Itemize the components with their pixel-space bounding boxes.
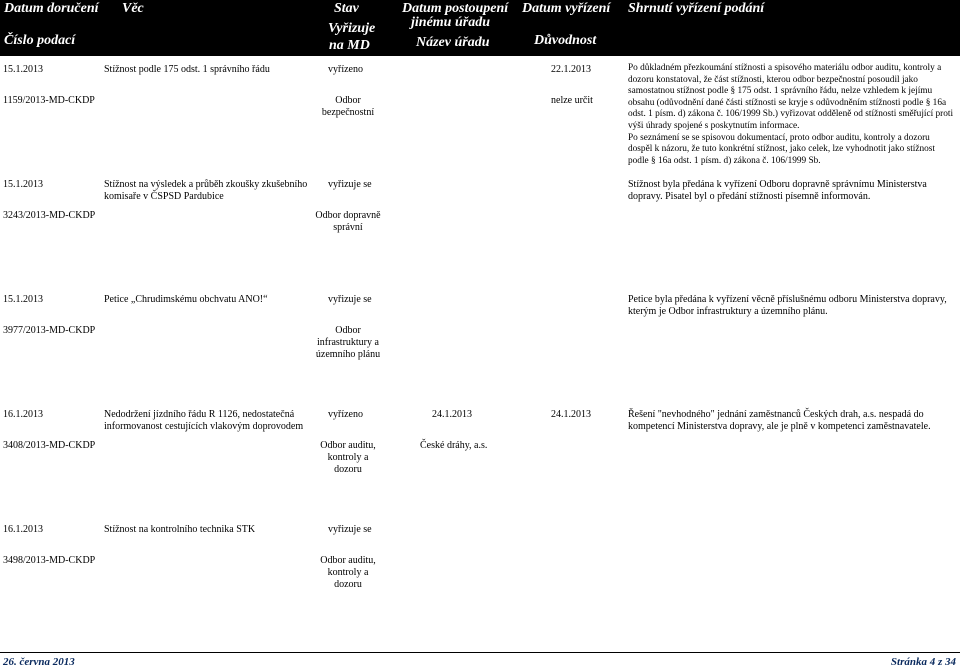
row-cislo: 3243/2013-MD-CKDP	[3, 210, 96, 221]
footer-page-number: Stránka 4 z 34	[890, 656, 956, 668]
row-nazev-uradu: České dráhy, a.s.	[420, 440, 488, 451]
row-vec: Nedodržení jízdního řádu R 1126, nedostatečná informovanost cestujících vlakovým doprovodem	[104, 409, 304, 433]
row-datum: 16.1.2013	[3, 409, 43, 420]
row-stav: vyřízeno	[328, 409, 363, 420]
row-datum: 15.1.2013	[3, 179, 43, 190]
row-datum: 16.1.2013	[3, 524, 43, 535]
header-nazev-uradu: Název úřadu	[416, 35, 490, 50]
row-duvodnost: nelze určit	[551, 95, 593, 106]
footer-date: 26. června 2013	[3, 656, 75, 668]
header-jinemu-uradu: jinému úřadu	[411, 15, 490, 30]
row-vec: Petice „Chrudimskému obchvatu ANO!“	[104, 294, 268, 305]
row-datum-vyrizeni: 22.1.2013	[551, 64, 591, 75]
row-datum: 15.1.2013	[3, 64, 43, 75]
table-header	[0, 0, 960, 56]
header-datum-postoupeni: Datum postoupení	[402, 1, 509, 16]
header-datum-doruceni: Datum doručení	[4, 1, 99, 16]
row-vec: Stížnost na výsledek a průběh zkoušky zkušebního komisaře v ČSPSD Pardubice	[104, 179, 308, 203]
row-datum-vyrizeni: 24.1.2013	[551, 409, 591, 420]
row-vyrizuje: Odbor bezpečnostní	[321, 95, 375, 119]
header-duvodnost: Důvodnost	[534, 33, 597, 48]
row-shrnuti: Stížnost byla předána k vyřízení Odboru dopravně správnímu Ministerstva dopravy. Pisatel byl o předání stížnosti písemně informován.	[628, 179, 927, 203]
row-vec: Stížnost na kontrolního technika STK	[104, 524, 256, 535]
row-shrnuti: Po důkladném přezkoumání stížnosti a spisového materiálu odbor auditu, kontroly a dozoru konstatoval, že část stížnosti, kterou odbor bezpečnostní posoudil jako samostatnou stížnost podle § 175 odst. 1 správního řádu, nelze vzhledem k jejímu obsahu (odůvodnění dané části stížnosti se kryje s odůvodněním stížnosti podle § 16a odst. 1 písm. d) zákona č. 106/1999 Sb.) vyřizovat odděleně od stížnosti směřující proti výši úhrady spojené s poskytnutím informace. Po seznámení se se spisovou dokumentací, proto odbor auditu, kontroly a dozoru dospěl k názoru, že tuto konkrétní stížnost, jako celek, lze vyhodnotit jako stížnost podle § 16a odst. 1 písm. d) zákona č. 106/1999 Sb.	[628, 63, 954, 166]
row-cislo: 1159/2013-MD-CKDP	[3, 95, 95, 106]
header-cislo-podaci: Číslo podací	[4, 33, 76, 48]
row-vyrizuje: Odbor infrastruktury a územního plánu	[315, 325, 381, 361]
row-vec: Stížnost podle 175 odst. 1 správního řádu	[104, 64, 270, 75]
row-vyrizuje: Odbor dopravně správní	[315, 210, 381, 234]
row-datum-postoupeni: 24.1.2013	[432, 409, 472, 420]
row-cislo: 3408/2013-MD-CKDP	[3, 440, 96, 451]
row-stav: vyřizuje se	[328, 294, 372, 305]
row-stav: vyřízeno	[328, 64, 363, 75]
page-footer	[0, 652, 960, 671]
row-cislo: 3498/2013-MD-CKDP	[3, 555, 96, 566]
header-datum-vyrizeni: Datum vyřízení	[522, 1, 611, 16]
row-stav: vyřizuje se	[328, 179, 372, 190]
header-vec: Věc	[122, 1, 144, 16]
header-vyrizuje: Vyřizuje	[328, 21, 376, 36]
header-stav: Stav	[334, 1, 359, 16]
row-vyrizuje: Odbor auditu, kontroly a dozoru	[320, 555, 376, 591]
header-na-md: na MD	[329, 38, 370, 53]
row-datum: 15.1.2013	[3, 294, 43, 305]
row-shrnuti: Petice byla předána k vyřízení věcně příslušnému odboru Ministerstva dopravy, kterým je Odbor infrastruktury a územního plánu.	[628, 294, 947, 318]
row-shrnuti: Řešení "nevhodného" jednání zaměstnanců Českých drah, a.s. nespadá do kompetencí Ministerstva dopravy, ale je plně v kompetenci zaměstnavatele.	[628, 409, 931, 433]
header-shrnuti: Shrnutí vyřízení podání	[628, 1, 765, 16]
row-vyrizuje: Odbor auditu, kontroly a dozoru	[320, 440, 376, 476]
row-cislo: 3977/2013-MD-CKDP	[3, 325, 96, 336]
row-stav: vyřizuje se	[328, 524, 372, 535]
